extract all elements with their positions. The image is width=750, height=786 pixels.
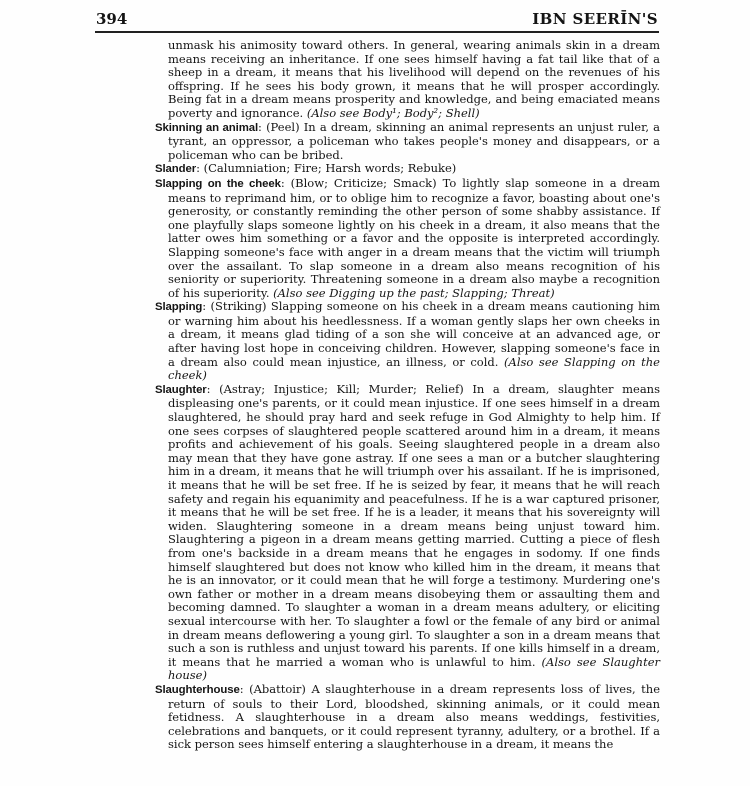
page-number: 394 [96, 10, 128, 28]
entry-slaughter [155, 383, 660, 683]
entry-text: : (Peel) In a dream, skinning an animal represents an unjust ruler, a tyrant, an oppressor, a policeman who takes people's money and disappears, or a policeman who can be bribed. [168, 119, 660, 162]
entry-headword: Slaughterhouse [155, 683, 240, 696]
entry-text: : (Striking) Slapping someone on his cheek in a dream means cautioning him or warning him about his heedlessness. If a woman gently slaps her own cheeks in a dream, it means glad tiding of a son she will conceive at an advanced age, or after having lost hope in conceiving children. However, slapping someone's face in a dream also could mean injustice, an illness, or cold. [168, 299, 660, 369]
page-header [96, 10, 658, 28]
paragraph-continuation [155, 39, 660, 121]
entry-text: : (Astray; Injustice; Kill; Murder; Relief) In a dream, slaughter means displeasing one's parents, or it could mean injustice. If one sees himself in a dream slaughtered, he should pray hard and seek refuge in God Almighty to help him. If one sees corpses of slaughtered people scattered around him in a dream, it means profits and achievement of his goals. Seeing slaughtered people in a dream also may mean that they have gone astray. If one sees a man or a butcher slaughtering him in a dream, it means that he will triumph over his assailant. If he is imprisoned, it means that he will be set free. If he is seized by fear, it means that he will reach safety and regain his equanimity and peacefulness. If he is a war captured prisoner, it means that he will be set free. If he is a leader, it means that his sovereignty will widen. Slaughtering someone in a dream means being unjust toward him. Slaughtering a pigeon in a dream means getting married. Cutting a piece of flesh from one's backside in a dream means that he engages in sodomy. If one finds himself slaughtered but does not know who killed him in the dream, it means that he is an innovator, or it could mean that he will forge a testimony. Murdering one's own father or mother in a dream means disobeying them or assaulting them and becoming damned. To slaughter a woman in a dream means adultery, or eliciting sexual intercourse with her. To slaughter a fowl or the female of any bird or animal in dream means deflowering a young girl. To slaughter a son in a dream means that such a son is ruthless and unjust toward his parents. If one kills himself in a dream, it means that he married a woman who is unlawful to him. [168, 381, 660, 669]
entry-slander [155, 162, 660, 177]
also-see-reference: (Also see Slaughter house) [168, 654, 660, 683]
page-content [155, 39, 660, 752]
entry-slapping-on-the-cheek [155, 177, 660, 300]
entry-headword: Slander [155, 163, 197, 176]
entry-skinning-an-animal [155, 121, 660, 163]
entry-text: : (Abattoir) A slaughterhouse in a dream represents loss of lives, the return of souls to their Lord, bloodshed, skinning animals, or it could mean fetidness. A slaughterhouse in a dream also means weddings, festivities, celebrations and banquets, or it could represent tyranny, adultery, or a brothel. If a sick person sees himself entering a slaughterhouse in a dream, it means the [168, 681, 660, 752]
entry-text: : (Calumniation; Fire; Harsh words; Rebuke) [196, 161, 457, 176]
entry-headword: Slapping [155, 301, 203, 314]
entry-headword: Slaughter [155, 383, 207, 396]
running-title: IBN SEERĪN'S [532, 10, 658, 28]
header-rule [95, 31, 659, 33]
entry-text: : (Blow; Criticize; Smack) To lightly slap someone in a dream means to reprimand him, or to oblige him to recognize a favor, boasting about one's generosity, or constantly reminding the other person of some shabby assistance. If one playfully slaps someone lightly on his cheek in a dream, it also means that the latter owes him something or a favor and the opposite is interpreted accordingly. Slapping someone's face with anger in a dream means that the victim will triumph over the assailant. To slap someone in a dream also means recognition of his seniority or superiority. Threatening someone in a dream also maybe a recognition of his superiority. [168, 175, 660, 300]
entry-headword: Skinning an animal [155, 121, 259, 134]
entry-slapping [155, 300, 660, 383]
also-see-reference: (Also see Slapping on the cheek) [168, 354, 660, 383]
entry-slaughterhouse [155, 683, 660, 752]
also-see-reference: (Also see Digging up the past; Slapping; Threat) [273, 285, 555, 300]
paragraph-text: unmask his animosity toward others. In general, wearing animals skin in a dream means receiving an inheritance. If one sees himself having a fat tail like that of a sheep in a dream, it means that his livelihood will depend on the revenues of his offspring. If he sees his body grown, it means that he will prosper accordingly. Being fat in a dream means prosperity and knowledge, and being emaciated means poverty and ignorance. [168, 38, 660, 120]
entry-headword: Slapping on the cheek [155, 177, 281, 190]
also-see-reference: (Also see Body¹; Body²; Shell) [306, 105, 480, 120]
